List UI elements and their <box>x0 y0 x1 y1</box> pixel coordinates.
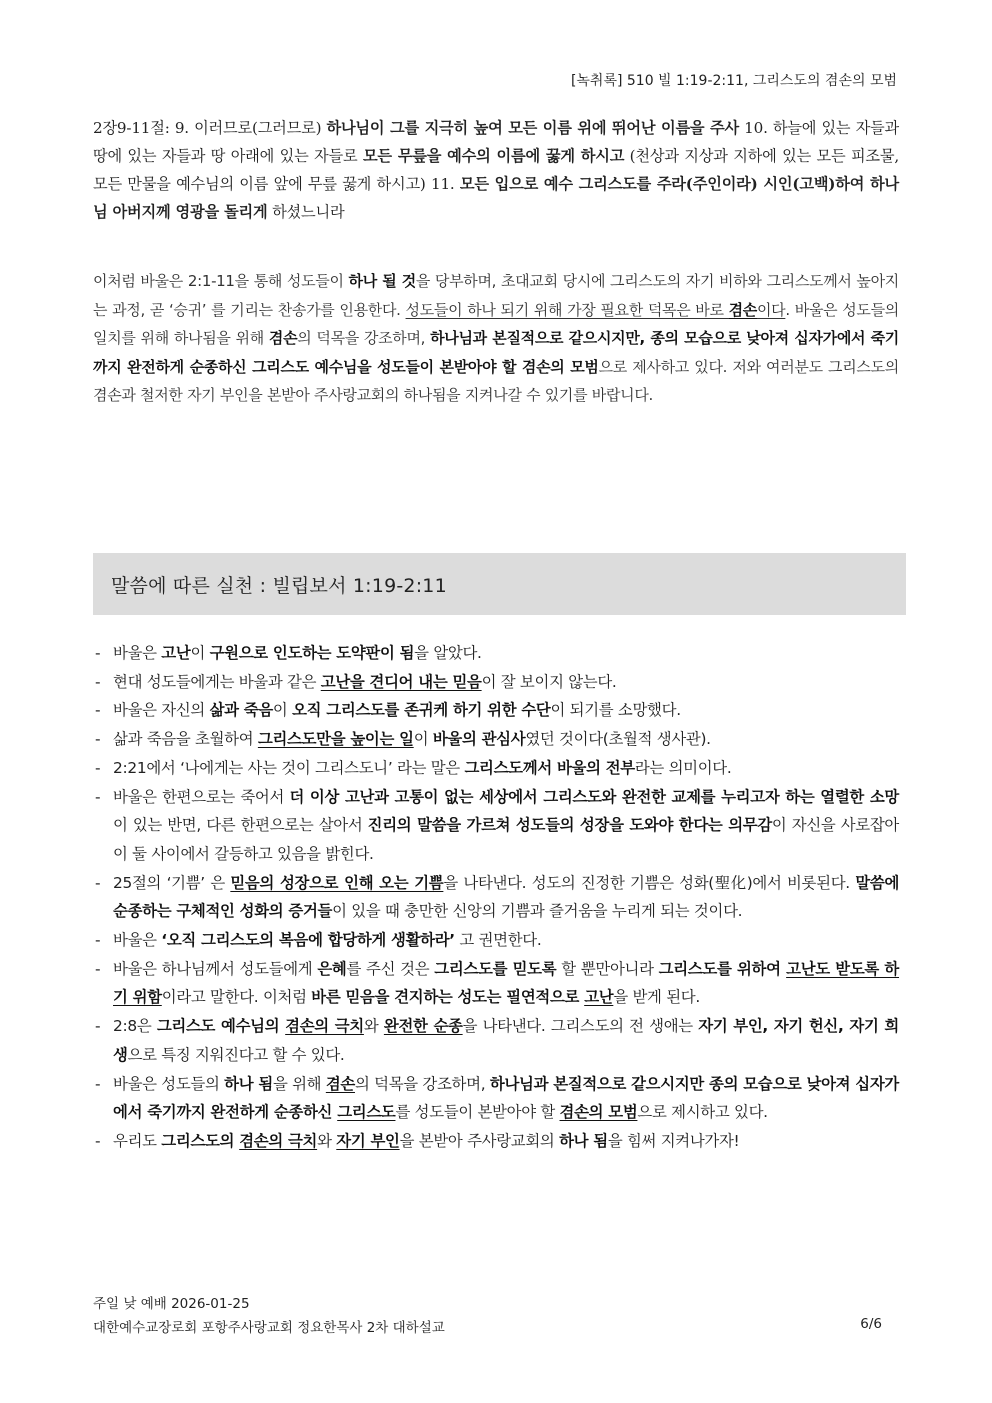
footer <box>93 1292 445 1340</box>
list-item-segment: 진리의 말씀을 가르쳐 성도들의 성장을 도와야 한다는 의무감 <box>367 816 772 835</box>
list-item-segment: 이 <box>272 701 293 720</box>
bullet-dash: - <box>95 701 101 720</box>
list-item-segment: 를 주신 것은 <box>346 959 435 978</box>
paragraph-segment: 의 덕목을 강조하며, <box>297 329 431 348</box>
paragraph-segment: 이다 <box>756 300 786 319</box>
page-number: 6/6 <box>860 1316 882 1332</box>
list-item-segment: 을 나타낸다. 그리스도의 전 생애는 <box>462 1017 699 1036</box>
list-item-segment: 그리스도 예수님의 <box>156 1017 286 1036</box>
list-item-segment: 고난도 받도록 하기 위함 <box>113 959 900 1007</box>
list-item <box>93 1070 899 1127</box>
practice-list <box>93 639 899 1156</box>
list-item <box>93 639 899 668</box>
bullet-dash: - <box>95 730 101 749</box>
bullet-dash: - <box>95 1017 101 1036</box>
paragraph-segment: 을 당부하며, 초대교회 당시에 그리스도의 자기 비하와 그리스도께서 높아지는 과정, 곧 ‘승귀’ 를 기리는 찬송가를 인용한다. <box>93 272 899 319</box>
list-item-segment: 였던 것이다(초월적 생사관). <box>525 730 711 749</box>
list-item-segment: 할 뿐만아니라 <box>556 959 659 978</box>
list-item-segment: 라는 의미이다. <box>634 758 732 777</box>
list-item-segment: 를 성도들이 본받아야 할 <box>395 1103 560 1122</box>
list-item-segment: 그리스도만을 높이는 일 <box>257 730 414 749</box>
list-item-segment: 2:21에서 ‘나에게는 사는 것이 그리스도니’ 라는 말은 <box>113 758 465 777</box>
list-item-segment: 겸손의 극치 <box>285 1017 364 1036</box>
paragraph-segment: 겸손 <box>268 329 298 348</box>
list-item-segment: 이 잘 보이지 않는다. <box>481 672 617 691</box>
footer-service-date: 주일 낮 예배 2026-01-25 <box>93 1296 250 1312</box>
list-item <box>93 869 899 926</box>
paragraph-segment: . 바울은 성도들의 일치를 위해 하나됨을 위해 <box>93 300 899 348</box>
bullet-dash: - <box>95 873 101 892</box>
footer-church-info: 대한예수교장로회 포항주사랑교회 정요한목사 2차 대하설교 <box>93 1320 445 1336</box>
list-item-segment: 완전한 순종 <box>383 1017 463 1036</box>
list-item-segment: 오직 그리스도를 존귀케 하기 위한 수단 <box>292 701 551 720</box>
bullet-dash: - <box>95 1131 101 1150</box>
list-item-segment: 이 자신을 사로잡아 이 둘 사이에서 갈등하고 있음을 밝힌다. <box>113 816 899 863</box>
list-item <box>93 725 899 754</box>
list-item <box>93 1012 899 1069</box>
list-item-segment: 그리스도를 위하여 <box>658 959 787 978</box>
bullet-dash: - <box>95 959 101 978</box>
verse-text: (천상과 지상과 지하에 있는 모든 피조물, 모든 만물을 예수님의 이름 앞에 무릎 꿇게 하시고) 11. <box>93 147 899 193</box>
list-item-segment: 이라고 말한다. 이처럼 <box>161 988 312 1007</box>
list-item-segment: 은혜 <box>317 959 347 978</box>
list-item <box>93 926 899 955</box>
list-item <box>93 1127 899 1156</box>
list-item-segment: 바울은 한편으로는 죽어서 <box>113 787 290 806</box>
bullet-dash: - <box>95 644 101 662</box>
list-item-segment: 바울은 <box>113 644 162 662</box>
list-item <box>93 754 899 783</box>
list-item-segment: 이 <box>413 730 433 749</box>
list-item-segment: 와 <box>363 1017 384 1036</box>
list-item-segment: 고난 <box>161 644 191 662</box>
paragraph-segment: 하나님과 본질적으로 같으시지만, 종의 모습으로 낮아져 십자가에서 죽기까지 완전하게 순종하신 그리스도 예수님을 성도들이 본받아야 할 겸손의 모범 <box>93 329 899 376</box>
list-item-segment: 자기 부인 <box>336 1131 400 1150</box>
list-item <box>93 955 899 1012</box>
list-item <box>93 668 899 697</box>
verse-text: 10. 하늘에 있는 자들과 땅에 있는 자들과 땅 아래에 있는 자들로 <box>93 119 899 165</box>
list-item-segment: 하나님과 본질적으로 같으시지만 종의 모습으로 낮아져 십자가에서 죽기까지 완전하게 순종하신 <box>113 1074 899 1122</box>
paragraph-segment: 으로 제사하고 있다. 저와 여러분도 그리스도의 겸손과 철저한 자기 부인을 본받아 주사랑교회의 하나됨을 지켜나갈 수 있기를 바랍니다. <box>93 357 899 405</box>
bullet-dash: - <box>95 672 101 691</box>
list-item-segment: 으로 특징 지워진다고 할 수 있다. <box>127 1045 345 1064</box>
summary-paragraph <box>93 267 899 410</box>
list-item-segment: 겸손의 극치 <box>239 1131 318 1150</box>
list-item-segment: 그리스도께서 바울의 전부 <box>464 758 635 777</box>
list-item-segment: 바울은 <box>113 931 162 950</box>
bullet-dash: - <box>95 758 101 777</box>
bullet-dash: - <box>95 931 101 950</box>
list-item-segment: 고난 <box>584 988 614 1007</box>
list-item-segment: 으로 제시하고 있다. <box>637 1103 768 1122</box>
list-item-segment: 삶과 죽음을 초월하여 <box>113 730 258 749</box>
list-item-segment: 삶과 죽음 <box>209 701 273 720</box>
paragraph-segment: 겸손 <box>728 300 757 319</box>
list-item-segment: 바울은 자신의 <box>113 701 210 720</box>
section-title: 말씀에 따른 실천 : 빌립보서 1:19-2:11 <box>111 575 447 597</box>
list-item-segment: 현대 성도들에게는 바울과 같은 <box>113 672 321 691</box>
list-item-segment: ‘오직 그리스도의 복음에 합당하게 생활하라’ <box>161 931 455 950</box>
list-item <box>93 783 899 869</box>
list-item-segment: 을 나타낸다. 성도의 진정한 기쁨은 성화(聖化)에서 비롯된다. <box>443 873 856 892</box>
list-item-segment: 바울은 하나님께서 성도들에게 <box>113 959 318 978</box>
list-item-segment: 고난을 견디어 내는 믿음 <box>320 672 482 691</box>
paragraph-segment: 이처럼 바울은 2:1-11을 통해 성도들이 <box>93 272 349 290</box>
list-item-segment: 그리스도 <box>337 1103 396 1122</box>
list-item-segment: 겸손의 모범 <box>559 1103 638 1122</box>
list-item-segment: 25절의 ‘기쁨’ 은 <box>113 873 231 892</box>
list-item-segment: 구원으로 인도하는 도약판이 됨 <box>209 644 415 662</box>
list-item-segment: 이 있을 때 충만한 신앙의 기쁨과 즐거움을 누리게 되는 것이다. <box>332 902 743 921</box>
document-header: [녹취록] 510 빌 1:19-2:11, 그리스도의 겸손의 모범 <box>570 73 897 89</box>
list-item-segment: 말씀에 순종하는 구체적인 성화의 증거들 <box>113 873 900 921</box>
list-item-segment: 의 덕목을 강조하며, <box>354 1074 490 1093</box>
verse-text: 2장9-11절: 9. 이러므로(그러므로) <box>93 119 327 137</box>
section-heading-box <box>93 553 906 615</box>
list-item-segment: 이 되기를 소망했다. <box>550 701 681 720</box>
scripture-verse <box>93 114 899 226</box>
bullet-dash: - <box>95 1074 101 1093</box>
list-item-segment: 바울은 성도들의 <box>113 1074 225 1093</box>
list-item <box>93 696 899 725</box>
verse-emphasis: 모든 입으로 예수 그리스도를 주라(주인이라) 시인(고백)하여 하나님 아버지께 영광을 돌리게 <box>93 175 899 221</box>
bullet-dash: - <box>95 787 101 806</box>
list-item-segment: 이 <box>190 644 210 662</box>
list-item-segment: 바른 믿음을 견지하는 성도는 필연적으로 <box>311 988 585 1007</box>
list-item-segment: 그리스도를 믿도록 <box>434 959 557 978</box>
paragraph-segment: 하나 될 것 <box>348 272 416 290</box>
list-item-segment: 우리도 <box>113 1131 162 1150</box>
verse-emphasis: 모든 무릎을 예수의 이름에 꿇게 하시고 <box>362 147 625 165</box>
list-item-segment: 고 권면한다. <box>454 931 542 950</box>
list-item-segment: 이 있는 반면, 다른 한편으로는 살아서 <box>113 816 368 835</box>
list-item-segment: 을 힘써 지켜나가자! <box>607 1131 740 1150</box>
list-item-segment: 더 이상 고난과 고통이 없는 세상에서 그리스도와 완전한 교제를 누리고자 하는 열렬한 소망 <box>289 787 899 806</box>
list-item-segment: 하나 됨 <box>559 1131 608 1150</box>
list-item-segment: 믿음의 성장으로 인해 오는 기쁨 <box>230 873 444 892</box>
list-item-segment: 자기 부인, 자기 헌신, 자기 희생 <box>113 1017 899 1064</box>
list-item-segment: 하나 됨 <box>224 1074 273 1093</box>
list-item-segment: 을 위해 <box>272 1074 326 1093</box>
verse-text: 하셨느니라 <box>267 203 345 221</box>
list-item-segment: 바울의 관심사 <box>432 730 526 749</box>
list-item-segment: 을 알았다. <box>414 644 482 662</box>
list-item-segment: 그리스도의 <box>161 1131 240 1150</box>
verse-emphasis: 하나님이 그를 지극히 높여 모든 이름 위에 뛰어난 이름을 주사 <box>326 119 739 137</box>
paragraph-segment: 성도들이 하나 되기 위해 가장 필요한 덕목은 바로 <box>405 300 729 319</box>
list-item-segment: 2:8은 <box>113 1017 157 1036</box>
list-item-segment: 겸손 <box>325 1074 355 1093</box>
list-item-segment: 을 받게 된다. <box>613 988 700 1007</box>
list-item-segment: 을 본받아 주사랑교회의 <box>399 1131 560 1150</box>
list-item-segment: 와 <box>317 1131 337 1150</box>
